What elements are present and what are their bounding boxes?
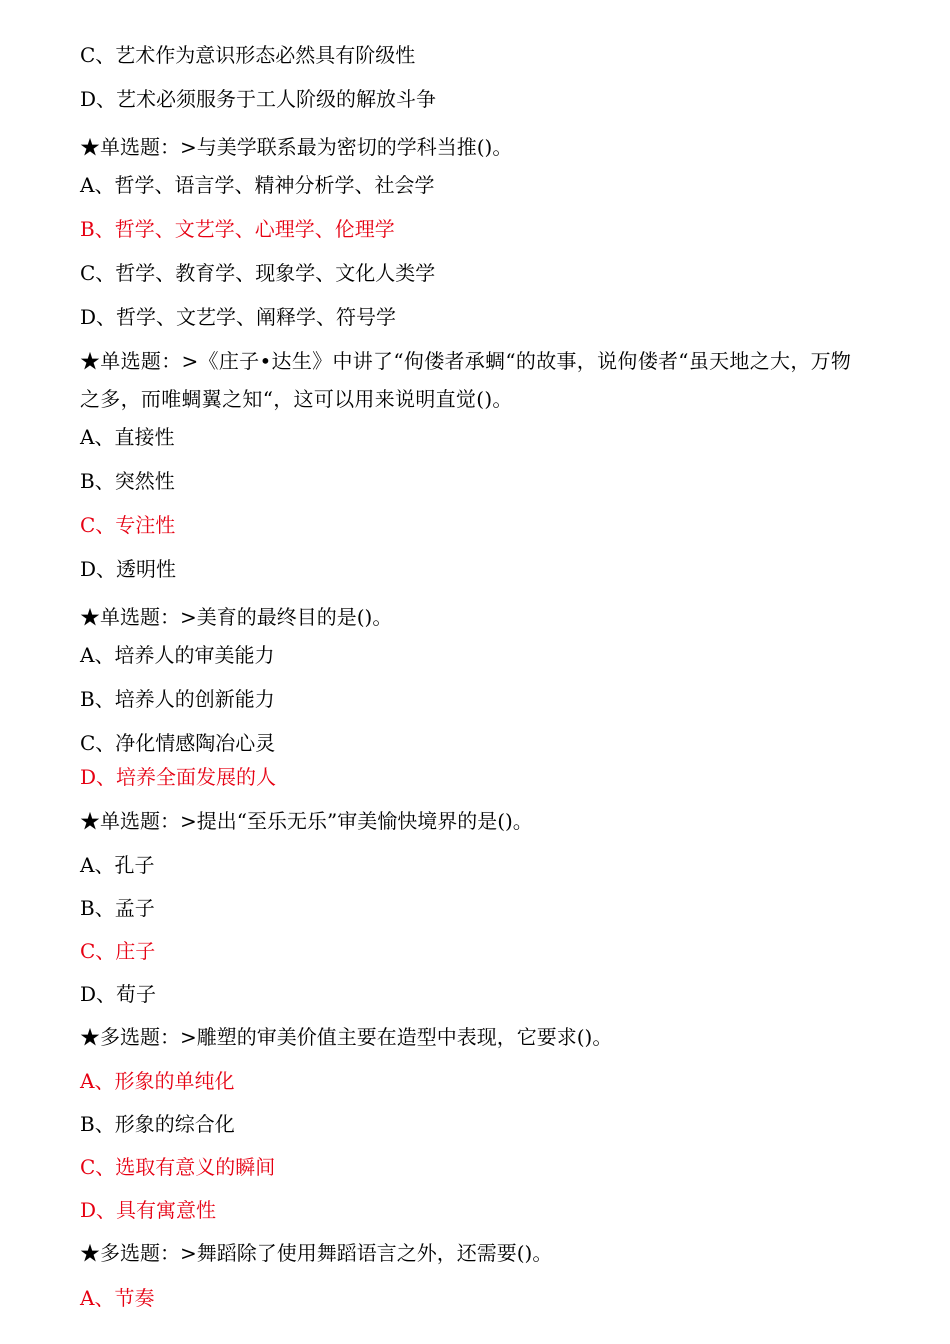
option-line: A、孔子 <box>80 853 155 877</box>
option-line: D、透明性 <box>80 557 177 581</box>
option-line: B、培养人的创新能力 <box>80 687 275 711</box>
option-line: D、荀子 <box>80 982 157 1006</box>
option-line: A、直接性 <box>80 425 175 449</box>
option-line: D、艺术必须服务于工人阶级的解放斗争 <box>80 87 437 111</box>
option-line: C、哲学、教育学、现象学、文化人类学 <box>80 261 436 285</box>
option-line: D、哲学、文艺学、阐释学、符号学 <box>80 305 397 329</box>
correct-answer-line: C、庄子 <box>80 939 156 963</box>
option-line: C、艺术作为意识形态必然具有阶级性 <box>80 43 416 67</box>
option-line: B、突然性 <box>80 469 175 493</box>
option-line: B、形象的综合化 <box>80 1112 235 1136</box>
option-line: A、哲学、语言学、精神分析学、社会学 <box>80 173 435 197</box>
question-line: ★单选题：>与美学联系最为密切的学科当推()。 <box>80 135 513 159</box>
option-line: B、孟子 <box>80 896 155 920</box>
question-line: ★多选题：>雕塑的审美价值主要在造型中表现，它要求()。 <box>80 1025 613 1049</box>
question-line: ★单选题：>提出“至乐无乐”审美愉快境界的是()。 <box>80 809 533 833</box>
correct-answer-line: B、哲学、文艺学、心理学、伦理学 <box>80 217 395 241</box>
question-line: ★单选题：>美育的最终目的是()。 <box>80 605 393 629</box>
correct-answer-line: D、培养全面发展的人 <box>80 765 277 789</box>
question-line: ★单选题：>《庄子•达生》中讲了“佝偻者承蜩“的故事，说佝偻者“虽天地之大，万物之多，而唯蜩翼之知“，这可以用来说明直觉()。 <box>80 349 852 411</box>
correct-answer-line: C、专注性 <box>80 513 176 537</box>
question-line: ★多选题：>舞蹈除了使用舞蹈语言之外，还需要()。 <box>80 1241 553 1265</box>
option-line: C、净化情感陶冶心灵 <box>80 731 276 755</box>
correct-answer-line: C、选取有意义的瞬间 <box>80 1155 276 1179</box>
correct-answer-line: D、具有寓意性 <box>80 1198 217 1222</box>
correct-answer-line: A、节奏 <box>80 1286 155 1310</box>
option-line: A、培养人的审美能力 <box>80 643 275 667</box>
correct-answer-line: A、形象的单纯化 <box>80 1069 235 1093</box>
